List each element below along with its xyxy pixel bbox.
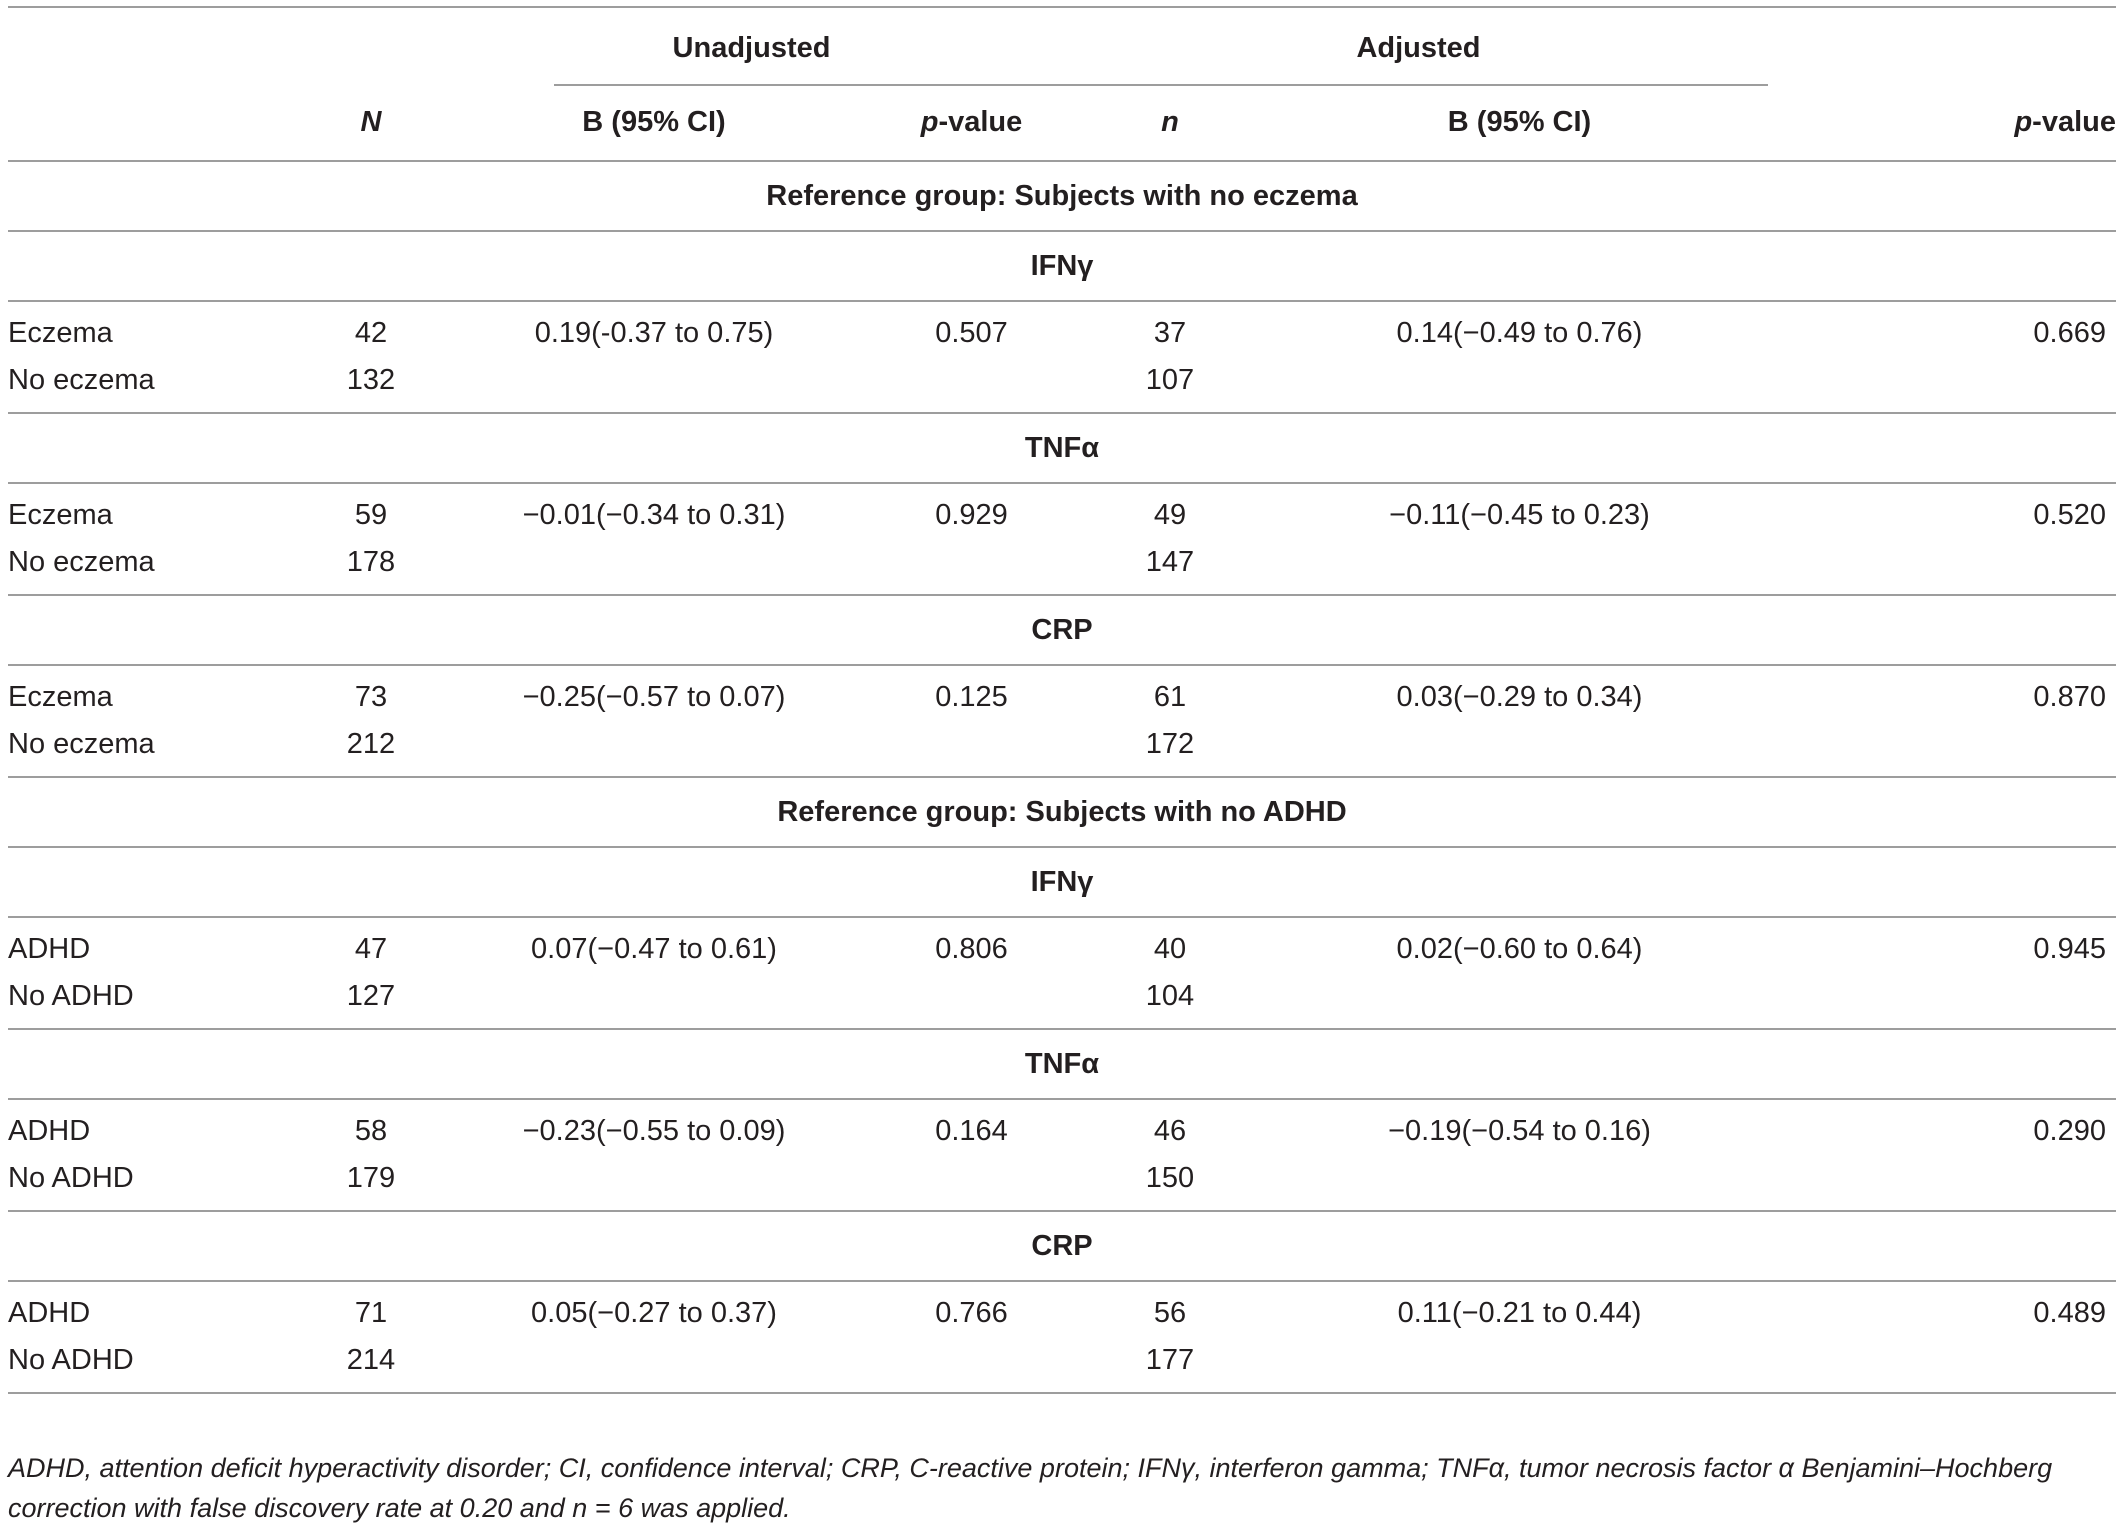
cell-b-adjusted xyxy=(1271,721,1768,777)
cell-p-adjusted xyxy=(1768,357,2116,413)
marker-row xyxy=(8,595,2116,665)
cell-b-adjusted: 0.03(−0.29 to 0.34) xyxy=(1271,665,1768,721)
cell-b-adjusted xyxy=(1271,357,1768,413)
cell-p-unadjusted xyxy=(874,1337,1069,1393)
cell-n: 107 xyxy=(1145,364,1195,396)
cell-b-unadjusted xyxy=(434,721,874,777)
cell-p-unadjusted: 0.507 xyxy=(874,301,1069,357)
cell-b-adjusted: −0.19(−0.54 to 0.16) xyxy=(1271,1099,1768,1155)
cell-b-unadjusted xyxy=(434,539,874,595)
cell-p-unadjusted xyxy=(874,973,1069,1029)
marker-heading: TNFα xyxy=(8,413,2116,483)
cell-N: 214 xyxy=(308,1337,434,1393)
col-header-b-unadjusted xyxy=(434,84,874,161)
row-label: No ADHD xyxy=(8,1337,308,1393)
row-label: ADHD xyxy=(8,917,308,973)
table-row xyxy=(8,1281,2116,1337)
cell-N: 179 xyxy=(346,1162,396,1194)
cell-n: 49 xyxy=(1069,483,1271,539)
col-header-n xyxy=(1069,84,1271,161)
cell-N: 59 xyxy=(308,483,434,539)
cell-p-unadjusted: 0.929 xyxy=(874,483,1069,539)
cell-b-adjusted: 0.02(−0.60 to 0.64) xyxy=(1271,917,1768,973)
adjusted-label: Adjusted xyxy=(1356,31,1481,64)
cell-b-unadjusted: −0.01(−0.34 to 0.31) xyxy=(434,483,874,539)
cell-p-adjusted xyxy=(1768,1155,2116,1211)
cell-n: 37 xyxy=(1069,301,1271,357)
adjusted-span-rule xyxy=(1112,84,1271,86)
cell-b-adjusted: −0.11(−0.45 to 0.23) xyxy=(1271,483,1768,539)
cell-b-unadjusted: 0.19(-0.37 to 0.75) xyxy=(434,301,874,357)
cell-b-unadjusted xyxy=(434,1155,874,1211)
cell-n: 61 xyxy=(1069,665,1271,721)
cell-p-adjusted xyxy=(1768,539,2116,595)
cell-N: 71 xyxy=(308,1281,434,1337)
row-label: No ADHD xyxy=(8,980,134,1012)
row-label: Eczema xyxy=(8,665,308,721)
reference-group-heading: Reference group: Subjects with no ADHD xyxy=(8,777,2116,847)
cell-N: 127 xyxy=(346,980,396,1012)
table-row xyxy=(8,539,2116,595)
cell-p-adjusted: 0.290 xyxy=(1768,1099,2116,1155)
col-header-p-adjusted-rest: -value xyxy=(2032,105,2116,138)
cell-N: 178 xyxy=(346,546,396,578)
unadjusted-group-header xyxy=(434,7,1069,84)
table-row xyxy=(8,721,2116,777)
cell-b-unadjusted xyxy=(434,1337,874,1393)
cell-b-unadjusted: 0.05(−0.27 to 0.37) xyxy=(434,1281,874,1337)
adjusted-span-rule-end xyxy=(1271,84,1768,86)
cell-b-unadjusted: 0.07(−0.47 to 0.61) xyxy=(434,917,874,973)
cell-p-unadjusted xyxy=(874,721,1069,777)
marker-row xyxy=(8,847,2116,917)
cell-N: 132 xyxy=(346,364,396,396)
cell-n: 147 xyxy=(1145,546,1195,578)
reference-group-row xyxy=(8,777,2116,847)
cell-n: 177 xyxy=(1069,1337,1271,1393)
col-header-p-unadjusted-rest: -value xyxy=(938,105,1023,138)
row-label: ADHD xyxy=(8,1099,308,1155)
unadjusted-label: Unadjusted xyxy=(672,31,831,64)
col-header-p-unadjusted xyxy=(874,84,1069,161)
col-header-b-unadjusted-label: B (95% CI) xyxy=(582,105,726,138)
header-group-row xyxy=(8,7,2116,84)
table-row xyxy=(8,301,2116,357)
cell-N: 73 xyxy=(308,665,434,721)
table-body xyxy=(8,161,2116,1393)
cell-b-adjusted xyxy=(1271,1155,1768,1211)
cell-b-unadjusted: −0.25(−0.57 to 0.07) xyxy=(434,665,874,721)
cell-N: 42 xyxy=(308,301,434,357)
cell-p-adjusted xyxy=(1768,721,2116,777)
cell-n: 40 xyxy=(1069,917,1271,973)
marker-heading: IFNγ xyxy=(8,231,2116,301)
results-table xyxy=(8,6,2116,1394)
cell-N: 47 xyxy=(308,917,434,973)
col-header-p-adjusted xyxy=(1768,84,2116,161)
col-header-p-unadjusted-italic: p xyxy=(920,105,939,138)
cell-p-adjusted: 0.945 xyxy=(1768,917,2116,973)
row-label: No eczema xyxy=(8,364,155,396)
col-header-N: N xyxy=(308,84,434,161)
cell-p-unadjusted: 0.164 xyxy=(874,1099,1069,1155)
cell-p-unadjusted: 0.806 xyxy=(874,917,1069,973)
cell-b-adjusted: 0.11(−0.21 to 0.44) xyxy=(1271,1281,1768,1337)
row-label: No ADHD xyxy=(8,1162,134,1194)
table-row xyxy=(8,973,2116,1029)
row-label: Eczema xyxy=(8,301,308,357)
col-header-b-adjusted-label: B (95% CI) xyxy=(1447,105,1592,138)
table-row xyxy=(8,483,2116,539)
cell-p-adjusted xyxy=(1768,973,2116,1029)
cell-n: 46 xyxy=(1069,1099,1271,1155)
cell-N: 212 xyxy=(346,728,396,760)
cell-b-unadjusted: −0.23(−0.55 to 0.09) xyxy=(434,1099,874,1155)
cell-N: 58 xyxy=(308,1099,434,1155)
reference-group-row xyxy=(8,161,2116,231)
cell-p-adjusted: 0.489 xyxy=(1768,1281,2116,1337)
col-header-n-label: n xyxy=(1161,105,1179,138)
marker-row xyxy=(8,231,2116,301)
table-footnote: ADHD, attention deficit hyperactivity disorder; CI, confidence interval; CRP, C-reactive protein; IFNγ, interferon gamma; TNFα, tumor necrosis factor α Benjamini–Hochberg correction with false discovery rate at 0.20 and n = 6 was applied. xyxy=(8,1453,2053,1523)
cell-n: 104 xyxy=(1145,980,1195,1012)
cell-b-adjusted: 0.14(−0.49 to 0.76) xyxy=(1271,301,1768,357)
cell-p-adjusted: 0.870 xyxy=(1768,665,2116,721)
marker-row xyxy=(8,1211,2116,1281)
reference-group-heading: Reference group: Subjects with no eczema xyxy=(766,179,1358,212)
table-row xyxy=(8,1099,2116,1155)
marker-heading: IFNγ xyxy=(8,847,2116,917)
cell-p-unadjusted xyxy=(874,539,1069,595)
cell-p-adjusted: 0.520 xyxy=(1768,483,2116,539)
col-header-b-adjusted xyxy=(1271,84,1768,161)
header-column-row xyxy=(8,84,2116,161)
cell-p-unadjusted: 0.766 xyxy=(874,1281,1069,1337)
cell-b-adjusted xyxy=(1271,539,1768,595)
table-row xyxy=(8,1155,2116,1211)
col-header-p-adjusted-italic: p xyxy=(2014,105,2033,138)
adjusted-group-header xyxy=(1069,7,1768,84)
marker-row xyxy=(8,1029,2116,1099)
marker-heading: CRP xyxy=(8,595,2116,665)
cell-n: 150 xyxy=(1145,1162,1195,1194)
row-label: ADHD xyxy=(8,1281,308,1337)
unadjusted-span-rule xyxy=(554,84,874,86)
cell-b-adjusted xyxy=(1271,1337,1768,1393)
row-label: No eczema xyxy=(8,728,155,760)
cell-b-unadjusted xyxy=(434,357,874,413)
table-row xyxy=(8,1337,2116,1393)
row-label: No eczema xyxy=(8,546,155,578)
cell-n: 56 xyxy=(1069,1281,1271,1337)
row-label: Eczema xyxy=(8,483,308,539)
table-row xyxy=(8,665,2116,721)
marker-heading: TNFα xyxy=(8,1029,2116,1099)
cell-p-adjusted: 0.669 xyxy=(1768,301,2116,357)
results-table-container xyxy=(8,6,2116,1394)
cell-n: 172 xyxy=(1145,728,1195,760)
table-row xyxy=(8,917,2116,973)
cell-p-unadjusted xyxy=(874,357,1069,413)
table-row xyxy=(8,357,2116,413)
cell-b-adjusted xyxy=(1271,973,1768,1029)
marker-row xyxy=(8,413,2116,483)
cell-p-adjusted xyxy=(1768,1337,2116,1393)
cell-p-unadjusted: 0.125 xyxy=(874,665,1069,721)
cell-p-unadjusted xyxy=(874,1155,1069,1211)
cell-b-unadjusted xyxy=(434,973,874,1029)
marker-heading: CRP xyxy=(8,1211,2116,1281)
